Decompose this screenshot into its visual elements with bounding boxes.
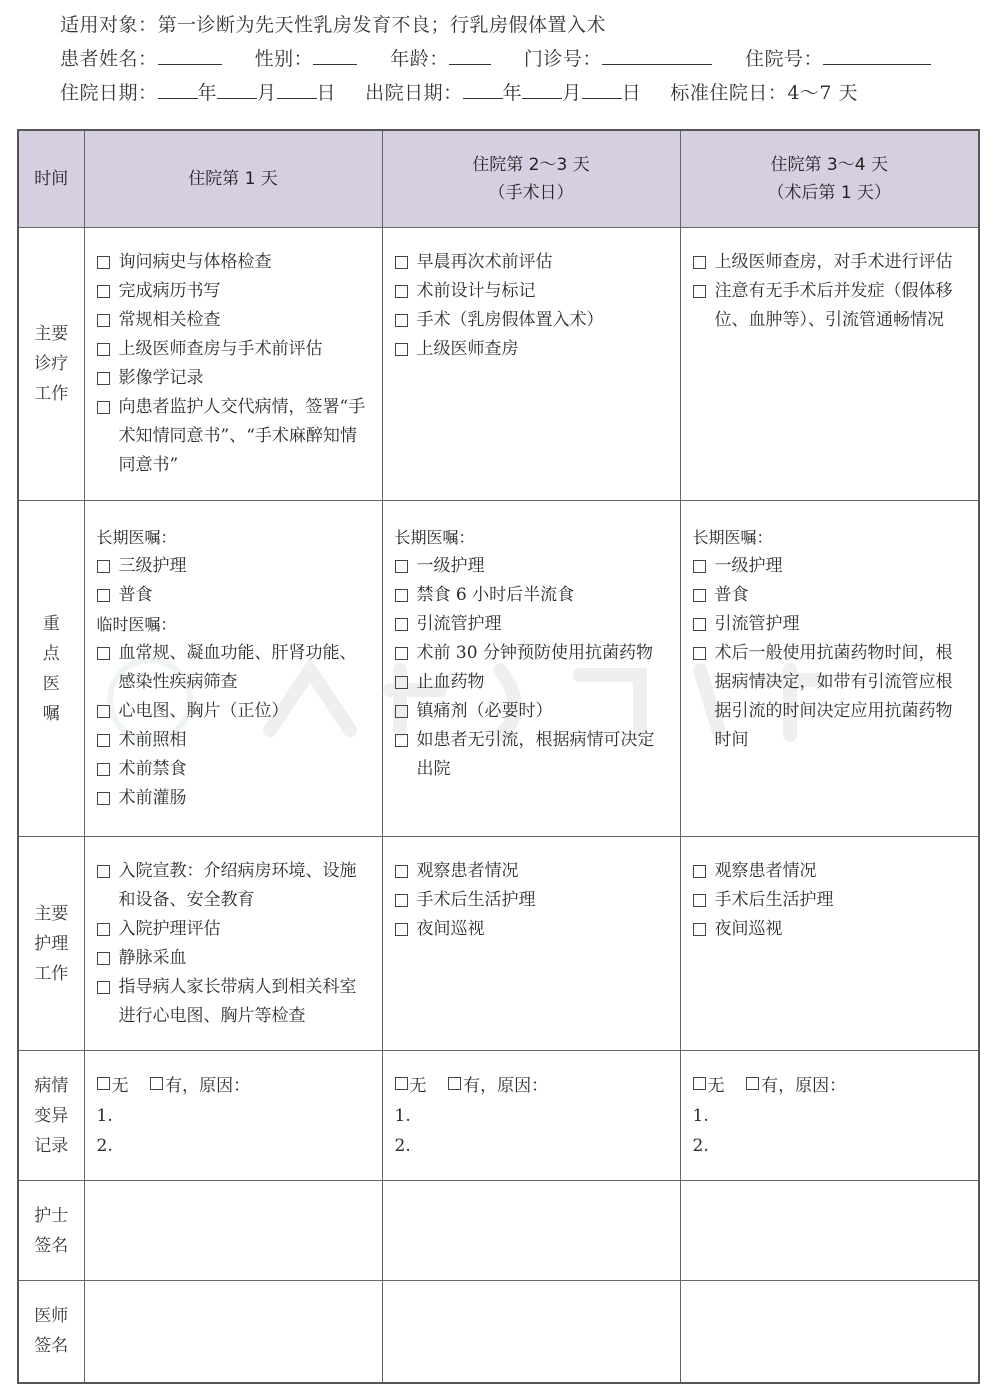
checklist-item-text: 手术后生活护理 — [416, 890, 536, 910]
temporary-orders-label: 临时医嘱： — [96, 615, 177, 634]
applicable-text: 适用对象：第一诊断为先天性乳房发育不良；行乳房假体置入术 — [60, 14, 607, 36]
checklist-item-text: 影像学记录 — [118, 368, 204, 388]
checklist-item — [395, 857, 670, 886]
checkbox[interactable] — [395, 343, 408, 356]
table-row-nurse-signature — [18, 1181, 979, 1281]
doctor-signature-day2[interactable] — [382, 1281, 680, 1383]
table-row-main-work — [18, 228, 979, 501]
checklist-item-text: 手术（乳房假体置入术） — [416, 310, 604, 330]
checklist-item — [395, 610, 670, 639]
outpatient-label: 门诊号： — [523, 48, 602, 70]
checklist-item — [693, 610, 969, 639]
checkbox[interactable] — [97, 560, 110, 573]
patient-name-field[interactable] — [158, 46, 222, 65]
checklist — [383, 837, 680, 954]
patient-info-row — [60, 44, 931, 71]
checklist-item-text: 血常规、凝血功能、肝肾功能、感染性疾病筛查 — [118, 643, 357, 692]
cell-orders-day1 — [84, 501, 382, 837]
checklist-item-text: 一级护理 — [416, 556, 485, 576]
checkbox-yes[interactable] — [150, 1077, 163, 1090]
none-label: 无 — [409, 1076, 427, 1096]
checklist — [97, 639, 372, 813]
checklist — [693, 552, 969, 755]
checklist-item-text: 术后一般使用抗菌药物时间，根据病情决定，如带有引流管应根据引流的时间决定应用抗菌药物时间 — [714, 643, 953, 750]
checkbox[interactable] — [97, 981, 110, 994]
checklist-item-text: 术前设计与标记 — [416, 281, 536, 301]
checkbox[interactable] — [97, 865, 110, 878]
cell-nursing-day3 — [680, 837, 979, 1051]
none-label: 无 — [707, 1076, 725, 1096]
checklist — [681, 228, 979, 345]
sex-label: 性别： — [254, 48, 314, 70]
checkbox[interactable] — [97, 763, 110, 776]
table-row-key-orders — [18, 501, 979, 837]
checkbox[interactable] — [693, 647, 706, 660]
checkbox[interactable] — [395, 894, 408, 907]
checklist-item-text: 向患者监护人交代病情，签署“手术知情同意书”、“手术麻醉知情同意书” — [118, 397, 366, 475]
checklist-item-text: 引流管护理 — [416, 614, 502, 634]
checkbox[interactable] — [395, 647, 408, 660]
checklist-item-text: 询问病史与体格检查 — [118, 252, 272, 272]
nurse-signature-day2[interactable] — [382, 1181, 680, 1281]
checklist-item-text: 术前 30 分钟预防使用抗菌药物 — [416, 643, 653, 663]
checkbox[interactable] — [97, 923, 110, 936]
cell-work-day3 — [680, 228, 979, 501]
checkbox[interactable] — [97, 343, 110, 356]
checkbox[interactable] — [395, 256, 408, 269]
cell-work-day1 — [84, 228, 382, 501]
checklist-item — [97, 973, 372, 1031]
row-label-doctor-signature: 医师签名 — [18, 1281, 84, 1383]
checklist-item — [693, 857, 969, 886]
sex-field[interactable] — [313, 46, 357, 65]
checklist-item — [395, 886, 670, 915]
admit-month-field[interactable] — [217, 80, 257, 99]
checklist-item-text: 静脉采血 — [118, 948, 187, 968]
checklist-item — [97, 393, 372, 480]
col-day3-header: 住院第 3～4 天 （术后第 1 天） — [680, 130, 979, 228]
checklist-item — [97, 335, 372, 364]
checklist-item — [395, 277, 670, 306]
checklist-item — [97, 552, 372, 581]
checklist-item — [693, 639, 969, 755]
checklist-item — [395, 335, 670, 364]
applicable-target — [60, 10, 606, 37]
cell-nursing-day2 — [382, 837, 680, 1051]
checklist-item — [97, 944, 372, 973]
checklist-item — [97, 277, 372, 306]
admit-day-field[interactable] — [277, 80, 317, 99]
table-row-nursing — [18, 837, 979, 1051]
cell-work-day2 — [382, 228, 680, 501]
checklist-item-text: 入院护理评估 — [118, 919, 221, 939]
dates-row — [60, 78, 858, 105]
checklist-item — [693, 277, 969, 335]
standard-stay: 标准住院日：4～7 天 — [670, 82, 859, 104]
checkbox[interactable] — [97, 647, 110, 660]
checklist-item — [693, 552, 969, 581]
long-term-orders-label: 长期医嘱： — [394, 528, 475, 547]
row-label-nurse-signature: 护士签名 — [18, 1181, 84, 1281]
checklist-item — [97, 726, 372, 755]
checklist-item-text: 上级医师查房，对手术进行评估 — [714, 252, 953, 272]
table-row-doctor-signature — [18, 1281, 979, 1383]
checklist-item-text: 止血药物 — [416, 672, 485, 692]
checklist-item — [97, 639, 372, 697]
day-label: 日 — [316, 82, 337, 104]
checklist-item-text: 常规相关检查 — [118, 310, 221, 330]
cell-variance-day2 — [382, 1051, 680, 1181]
variance-line-2: 2. — [394, 1136, 411, 1156]
checklist-item — [693, 915, 969, 944]
checkbox[interactable] — [395, 734, 408, 747]
discharge-date-label: 出院日期： — [365, 82, 463, 104]
checklist-item — [395, 915, 670, 944]
clinical-pathway-table — [17, 129, 980, 1384]
checkbox[interactable] — [395, 314, 408, 327]
checklist-item — [395, 726, 670, 784]
admit-date-label: 住院日期： — [60, 82, 158, 104]
checkbox[interactable] — [395, 589, 408, 602]
col-time-header: 时间 — [18, 130, 84, 228]
checklist-item — [97, 581, 372, 610]
checklist-item-text: 指导病人家长带病人到相关科室进行心电图、胸片等检查 — [118, 977, 357, 1026]
checkbox[interactable] — [97, 952, 110, 965]
checklist — [85, 228, 382, 490]
checkbox[interactable] — [395, 923, 408, 936]
doctor-signature-day3[interactable] — [680, 1281, 979, 1383]
long-term-orders-label: 长期医嘱： — [96, 528, 177, 547]
discharge-year-field[interactable] — [463, 80, 503, 99]
col-day2-header: 住院第 2～3 天 （手术日） — [382, 130, 680, 228]
checklist-item-text: 如患者无引流，根据病情可决定出院 — [416, 730, 655, 779]
checklist-item-text: 夜间巡视 — [416, 919, 485, 939]
variance-line-2: 2. — [96, 1136, 113, 1156]
yes-reason-label: 有，原因： — [463, 1076, 549, 1096]
row-label-variance: 病情变异记录 — [18, 1051, 84, 1181]
row-label-key-orders: 重点医嘱 — [18, 501, 84, 837]
checkbox[interactable] — [693, 589, 706, 602]
checklist-item-text: 上级医师查房 — [416, 339, 519, 359]
nurse-signature-day3[interactable] — [680, 1181, 979, 1281]
discharge-day-field[interactable] — [582, 80, 622, 99]
checkbox[interactable] — [693, 894, 706, 907]
checklist — [85, 837, 382, 1041]
checkbox[interactable] — [97, 372, 110, 385]
checklist-item — [395, 668, 670, 697]
checkbox[interactable] — [693, 256, 706, 269]
row-label-main-work: 主要诊疗工作 — [18, 228, 84, 501]
variance-line-1: 1. — [96, 1106, 113, 1126]
checklist — [97, 552, 372, 610]
checklist-item-text: 普食 — [714, 585, 749, 605]
checklist-item-text: 入院宣教：介绍病房环境、设施和设备、安全教育 — [118, 861, 357, 910]
checklist-item-text: 早晨再次术前评估 — [416, 252, 553, 272]
checklist-item — [97, 857, 372, 915]
checklist-item — [97, 248, 372, 277]
month-label: 月 — [562, 82, 582, 104]
cell-orders-day2 — [382, 501, 680, 837]
checklist-item — [693, 886, 969, 915]
checkbox[interactable] — [97, 285, 110, 298]
patient-name-label: 患者姓名： — [60, 48, 158, 70]
checklist-item-text: 夜间巡视 — [714, 919, 783, 939]
checkbox-yes[interactable] — [448, 1077, 461, 1090]
doctor-signature-day1[interactable] — [84, 1281, 382, 1383]
checkbox[interactable] — [97, 314, 110, 327]
checkbox-none[interactable] — [395, 1077, 408, 1090]
checklist-item-text: 术前照相 — [118, 730, 187, 750]
cell-nursing-day1 — [84, 837, 382, 1051]
checklist-item — [395, 248, 670, 277]
checklist-item-text: 术前灌肠 — [118, 788, 187, 808]
checklist-item-text: 完成病历书写 — [118, 281, 221, 301]
checklist — [395, 552, 670, 784]
checklist-item — [395, 697, 670, 726]
none-label: 无 — [111, 1076, 129, 1096]
day-label: 日 — [621, 82, 642, 104]
checklist-item — [693, 581, 969, 610]
checklist-item-text: 手术后生活护理 — [714, 890, 834, 910]
checklist-item — [395, 306, 670, 335]
checkbox[interactable] — [693, 923, 706, 936]
yes-reason-label: 有，原因： — [761, 1076, 847, 1096]
checkbox[interactable] — [395, 676, 408, 689]
checklist-item — [97, 915, 372, 944]
inpatient-label: 住院号： — [744, 48, 823, 70]
discharge-month-field[interactable] — [522, 80, 562, 99]
checkbox[interactable] — [693, 865, 706, 878]
checkbox[interactable] — [693, 618, 706, 631]
checklist-item — [97, 306, 372, 335]
checklist-item — [97, 755, 372, 784]
checkbox[interactable] — [97, 792, 110, 805]
age-field[interactable] — [449, 46, 491, 65]
table-row-variance — [18, 1051, 979, 1181]
checklist-item-text: 观察患者情况 — [416, 861, 519, 881]
checklist-item — [395, 552, 670, 581]
checklist-item — [395, 581, 670, 610]
checkbox-none[interactable] — [693, 1077, 706, 1090]
admit-year-field[interactable] — [158, 80, 198, 99]
year-label: 年 — [502, 82, 523, 104]
checklist — [383, 228, 680, 374]
checkbox[interactable] — [395, 285, 408, 298]
checkbox[interactable] — [395, 560, 408, 573]
checkbox[interactable] — [97, 734, 110, 747]
checkbox[interactable] — [97, 705, 110, 718]
nurse-signature-day1[interactable] — [84, 1181, 382, 1281]
table-header-row — [18, 130, 979, 228]
checklist-item — [97, 784, 372, 813]
cell-variance-day1 — [84, 1051, 382, 1181]
checklist-item-text: 一级护理 — [714, 556, 783, 576]
long-term-orders-label: 长期医嘱： — [692, 528, 773, 547]
checklist-item-text: 禁食 6 小时后半流食 — [416, 585, 575, 605]
checklist-item — [97, 364, 372, 393]
checkbox[interactable] — [97, 256, 110, 269]
checklist-item-text: 引流管护理 — [714, 614, 800, 634]
checklist-item-text: 上级医师查房与手术前评估 — [118, 339, 323, 359]
checklist-item-text: 心电图、胸片（正位） — [118, 701, 289, 721]
checklist-item-text: 观察患者情况 — [714, 861, 817, 881]
year-label: 年 — [197, 82, 218, 104]
cell-orders-day3 — [680, 501, 979, 837]
checkbox[interactable] — [693, 560, 706, 573]
age-label: 年龄： — [390, 48, 449, 70]
checkbox[interactable] — [97, 401, 110, 414]
checkbox[interactable] — [97, 589, 110, 602]
variance-line-1: 1. — [692, 1106, 709, 1126]
checklist-item — [395, 639, 670, 668]
variance-line-1: 1. — [394, 1106, 411, 1126]
row-label-nursing: 主要护理工作 — [18, 837, 84, 1051]
checklist-item-text: 普食 — [118, 585, 153, 605]
inpatient-field[interactable] — [823, 46, 931, 65]
checkbox-none[interactable] — [97, 1077, 110, 1090]
checkbox[interactable] — [395, 618, 408, 631]
checkbox[interactable] — [395, 705, 408, 718]
checklist-item-text: 镇痛剂（必要时） — [416, 701, 553, 721]
cell-variance-day3 — [680, 1051, 979, 1181]
yes-reason-label: 有，原因： — [165, 1076, 251, 1096]
checklist-item — [97, 697, 372, 726]
checklist-item-text: 三级护理 — [118, 556, 187, 576]
checkbox[interactable] — [395, 865, 408, 878]
checklist-item — [693, 248, 969, 277]
outpatient-field[interactable] — [602, 46, 712, 65]
checkbox-yes[interactable] — [746, 1077, 759, 1090]
variance-line-2: 2. — [692, 1136, 709, 1156]
checklist — [681, 837, 979, 954]
checklist-item-text: 注意有无手术后并发症（假体移位、血肿等）、引流管通畅情况 — [714, 281, 953, 330]
checklist-item-text: 术前禁食 — [118, 759, 187, 779]
month-label: 月 — [257, 82, 277, 104]
checkbox[interactable] — [693, 285, 706, 298]
col-day1-header: 住院第 1 天 — [84, 130, 382, 228]
